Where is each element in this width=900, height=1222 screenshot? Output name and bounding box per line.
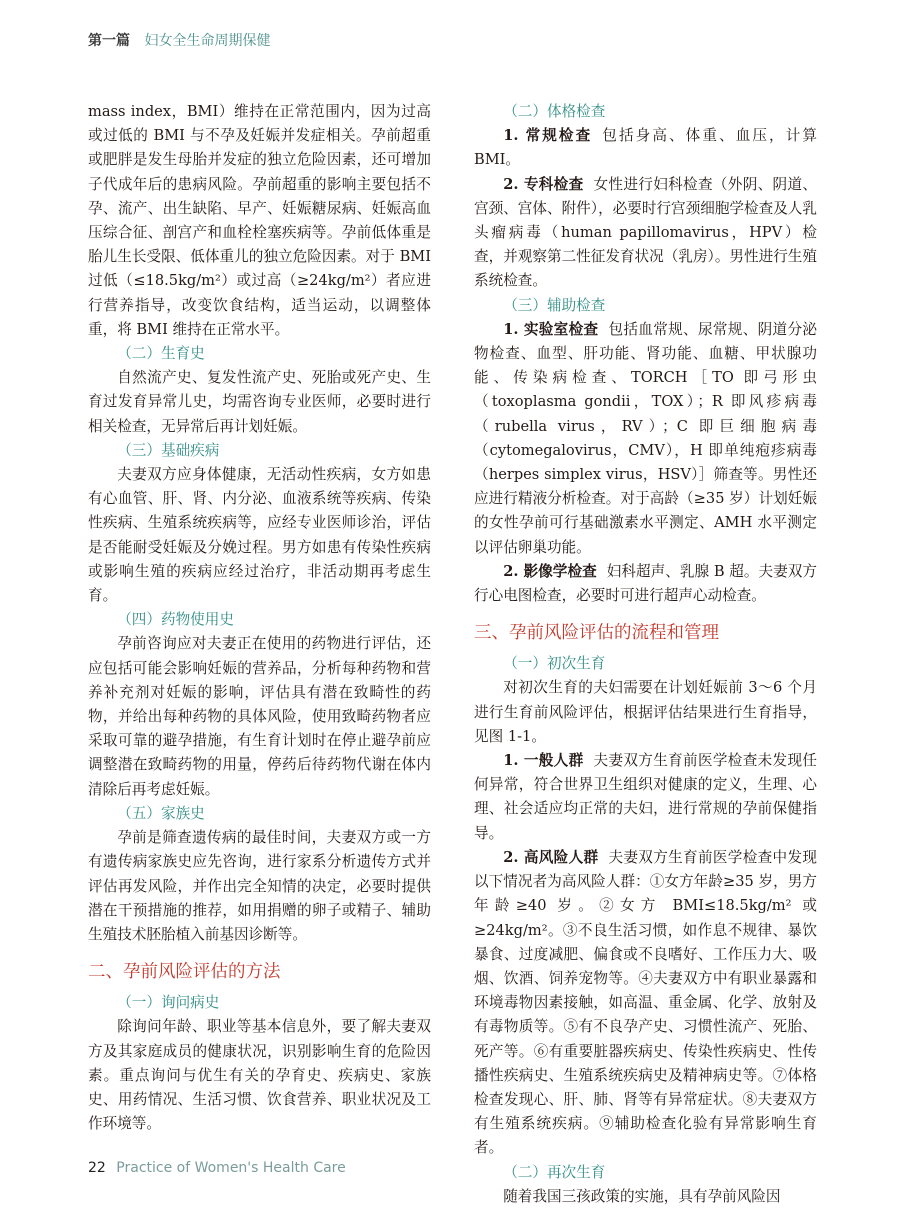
text-routine-exam: 包括身高、体重、血压，计算BMI。 <box>474 127 817 169</box>
paragraph-fertility-history: 自然流产史、复发性流产史、死胎或死产史、生育过发育异常儿史，均需咨询专业医师，必要时进行相关检查，无异常后再计划妊娠。 <box>88 369 431 435</box>
heading-physical-exam: （二）体格检查 <box>503 103 606 120</box>
text-special-exam: 女性进行妇科检查（外阴、阴道、宫颈、宫体、附件），必要时行宫颈细胞学检查及人乳头瘤病毒（human papillomavirus，HPV）检查，并观察第二性征发育状况（乳房）。男性进行生殖系统检查。 <box>474 175 817 290</box>
paragraph-routine-exam <box>474 124 817 172</box>
chapter-label: 第一篇 <box>88 33 130 49</box>
heading-drug-history: （四）药物使用史 <box>117 611 234 629</box>
page-number: 22 <box>88 1160 106 1176</box>
term-special-exam: 2. 专科检查 <box>503 175 584 193</box>
section-label: 妇女全生命周期保健 <box>144 33 271 49</box>
paragraph-second-birth: 随着我国三孩政策的实施，具有孕前风险因 <box>503 1187 781 1205</box>
section-heading-process: 三、孕前风险评估的流程和管理 <box>474 623 719 644</box>
right-column <box>474 100 817 1209</box>
paragraph-imaging-exam <box>474 560 817 608</box>
heading-auxiliary-exam: （三）辅助检查 <box>503 296 606 314</box>
paragraph-inquiry: 除询问年龄、职业等基本信息外，要了解夫妻双方及其家庭成员的健康状况，识别影响生育的危险因素。重点询问与优生有关的孕育史、疾病史、家族史、用药情况、生活习惯、饮食营养、职业状况及工作环境等。 <box>88 1018 431 1133</box>
heading-fertility-history: （二）生育史 <box>117 345 205 363</box>
section-heading-methods: 二、孕前风险评估的方法 <box>88 962 281 983</box>
text-high-risk: 夫妻双方生育前医学检查中发现以下情况者为高风险人群：①女方年龄≥35 岁，男方年龄≥40 岁。②女方 BMI≤18.5kg/m² 或≥24kg/m²。③不良生活习惯，如作息不规律、暴饮暴食、过度减肥、偏食或不良嗜好、工作压力大、吸烟、饮酒、饲养宠物等。④夫妻双方中有职业暴露和环境毒物因素接触，如高温、重金属、化学、放射及有毒物质等。⑤有不良孕产史、习惯性流产、死胎、死产等。⑥有重要脏器疾病史、传染性疾病史、性传播性疾病史、生殖系统疾病史及精神病史等。⑦体格检查发现心、肝、肺、肾等有异常症状。⑧夫妻双方有生殖系统疾病。⑨辅助检查化验有异常影响生育者。 <box>474 848 817 1157</box>
text-lab-exam: 包括血常规、尿常规、阴道分泌物检查、血型、肝功能、肾功能、血糖、甲状腺功能、传染病检查、TORCH［TO 即弓形虫（toxoplasma gondii，TOX）；R 即风疹病毒（rubella virus，RV）；C 即巨细胞病毒（cytomegalovirus，CMV），H 即单纯疱疹病毒（herpes simplex virus，HSV）］筛查等。男性还应进行精液分析检查。对于高龄（≥35 岁）计划妊娠的女性孕前可行基础激素水平测定、AMH 水平测定以评估卵巢功能。 <box>474 320 817 556</box>
paragraph-high-risk <box>474 846 817 1161</box>
term-high-risk: 2. 高风险人群 <box>503 848 599 866</box>
term-routine-exam: 1. 常规检查 <box>503 127 593 145</box>
term-general-population: 1. 一般人群 <box>503 752 584 770</box>
paragraph-basic-disease: 夫妻双方应身体健康，无活动性疾病，女方如患有心血管、肝、肾、内分泌、血液系统等疾病、传染性疾病、生殖系统疾病等，应经专业医师诊治，评估是否能耐受妊娠及分娩过程。男方如患有传染性疾病或影响生殖的疾病应经过治疗，非活动期再考虑生育。 <box>88 466 431 605</box>
term-imaging-exam: 2. 影像学检查 <box>503 562 597 580</box>
term-lab-exam: 1. 实验室检查 <box>503 320 599 338</box>
heading-first-birth: （一）初次生育 <box>503 655 606 673</box>
paragraph-lab-exam <box>474 318 817 560</box>
text-general-population: 夫妻双方生育前医学检查未发现任何异常，符合世界卫生组织对健康的定义，生理、心理、社会适应均正常的夫妇，进行常规的孕前保健指导。 <box>474 752 817 842</box>
heading-basic-disease: （三）基础疾病 <box>117 441 220 459</box>
paragraph-first-birth: 对初次生育的夫妇需要在计划妊娠前 3～6 个月进行生育前风险评估，根据评估结果进行生育指导，见图 1-1。 <box>474 679 817 745</box>
paragraph-general-population <box>474 749 817 846</box>
left-column <box>88 100 431 1136</box>
heading-second-birth: （二）再次生育 <box>503 1163 606 1181</box>
heading-inquiry: （一）询问病史 <box>117 994 220 1012</box>
paragraph-drug-history: 孕前咨询应对夫妻正在使用的药物进行评估，还应包括可能会影响妊娠的营养品，分析每种药物和营养补充剂对妊娠的影响，评估具有潜在致畸性的药物，并给出每种药物的具体风险，使用致畸药物者应采取可靠的避孕措施，有生育计划时在停止避孕前应调整潜在致畸药物的用量，停药后待药物代谢在体内清除后再考虑妊娠。 <box>88 635 431 798</box>
paragraph-family-history: 孕前是筛查遗传病的最佳时间，夫妻双方或一方有遗传病家族史应先咨询，进行家系分析遗传方式并评估再发风险，并作出完全知情的决定，必要时提供潜在干预措施的推荐，如用捐赠的卵子或精子、辅助生殖技术胚胎植入前基因诊断等。 <box>88 829 431 943</box>
running-head <box>88 30 270 50</box>
text-imaging-exam: 妇科超声、乳腺 B 超。夫妻双方行心电图检查，必要时可进行超声心动检查。 <box>474 562 817 605</box>
page-footer <box>88 1160 346 1176</box>
heading-family-history: （五）家族史 <box>117 804 205 822</box>
paragraph-special-exam <box>474 173 817 294</box>
book-title: Practice of Women's Health Care <box>116 1160 346 1176</box>
paragraph-bmi: mass index，BMI）维持在正常范围内，因为过高或过低的 BMI 与不孕及妊娠并发症相关。孕前超重或肥胖是发生母胎并发症的独立危险因素，还可增加子代成年后的患病风险。孕前超重的影响主要包括不孕、流产、出生缺陷、早产、妊娠糖尿病、妊娠高血压综合征、剖宫产和血栓栓塞疾病等。孕前低体重是胎儿生长受限、低体重儿的独立危险因素。对于 BMI 过低（≤18.5kg/m²）或过高（≥24kg/m²）者应进行营养指导，改变饮食结构，适当运动，以调整体重，将 BMI 维持在正常水平。 <box>88 103 431 338</box>
